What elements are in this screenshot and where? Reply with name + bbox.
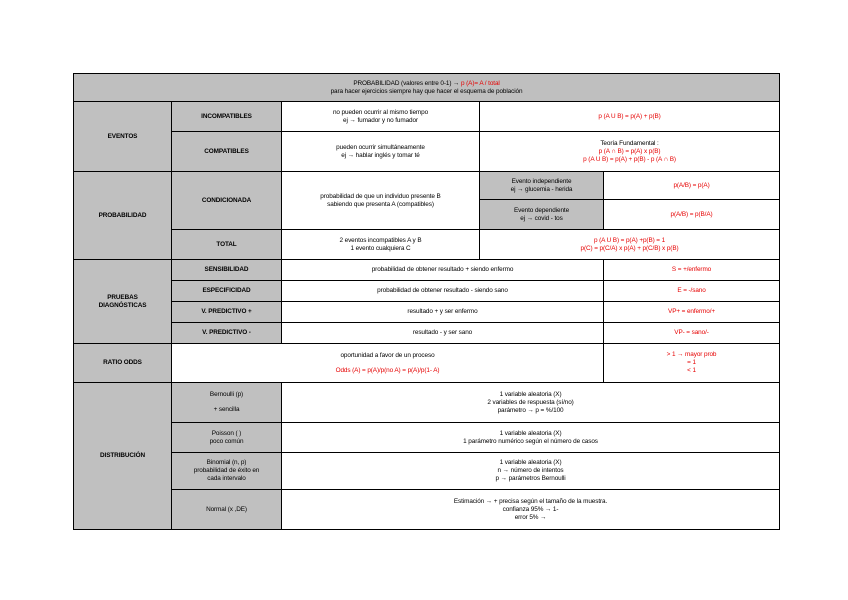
desc-line: sabiendo que presenta A (compatibles) bbox=[327, 200, 434, 208]
theorem-label: Teoría Fundamental : bbox=[600, 139, 659, 147]
desc-independiente bbox=[480, 172, 604, 200]
label-bernoulli bbox=[172, 383, 282, 423]
category-eventos: EVENTOS bbox=[74, 102, 172, 172]
label-binomial bbox=[172, 453, 282, 490]
label-total: TOTAL bbox=[172, 230, 282, 260]
label-line: probabilidad de éxito en bbox=[193, 467, 260, 474]
label-poisson bbox=[172, 423, 282, 453]
formula-especificidad: E = -/sano bbox=[604, 281, 780, 302]
desc-dependiente bbox=[480, 200, 604, 230]
formula-line: p(C) = p(C/A) x p(A) + p(C/B) x p(B) bbox=[580, 244, 679, 252]
desc-line: Evento dependiente bbox=[513, 206, 570, 214]
desc-incompatibles bbox=[282, 102, 480, 132]
header-title: PROBABILIDAD (valores entre 0-1) → bbox=[353, 79, 460, 87]
probability-summary-table bbox=[73, 73, 780, 530]
desc-ratio-odds bbox=[172, 344, 604, 383]
formula-line: p (A U B) = p(A) + p(B) - p (A ∩ B) bbox=[583, 155, 676, 163]
desc-compatibles bbox=[282, 132, 480, 172]
formula-sensibilidad: S = +/enfermo bbox=[604, 260, 780, 281]
desc-line: error 5% → bbox=[514, 513, 547, 521]
category-distribucion: DISTRIBUCIÓN bbox=[74, 383, 172, 530]
formula-total bbox=[480, 230, 780, 260]
desc-line: parámetro → p = %/100 bbox=[497, 406, 564, 414]
label-condicionada: CONDICIONADA bbox=[172, 172, 282, 230]
result-line: > 1 → mayor prob bbox=[666, 351, 717, 358]
result-ratio-odds bbox=[604, 344, 780, 383]
desc-line: 1 variable aleatoria (X) bbox=[499, 390, 562, 398]
header-title-line bbox=[77, 80, 776, 88]
header-formula: p (A)= A / total bbox=[461, 79, 500, 87]
desc-especificidad: probabilidad de obtener resultado - siendo sano bbox=[282, 281, 604, 302]
desc-line: pueden ocurrir simultáneamente bbox=[336, 143, 425, 151]
desc-line: confianza 95% → 1- bbox=[502, 505, 559, 513]
label-line: cada intervalo bbox=[207, 475, 246, 482]
desc-line: ej → hablar inglés y tomar té bbox=[341, 151, 420, 159]
label-normal: Normal (x ,DE) bbox=[172, 490, 282, 530]
desc-line: Evento independiente bbox=[511, 177, 572, 185]
desc-line: 1 evento cualquiera C bbox=[350, 244, 411, 252]
label-line: + sencilla bbox=[213, 406, 240, 413]
desc-condicionada bbox=[282, 172, 480, 230]
ratio-desc: oportunidad a favor de un proceso bbox=[340, 351, 435, 359]
desc-bernoulli bbox=[282, 383, 780, 423]
formula-independiente: p(A/B) = p(A) bbox=[604, 172, 780, 200]
spacer bbox=[175, 360, 600, 367]
category-ratio-odds: RATIO ODDS bbox=[74, 344, 172, 383]
formula-vp-positivo: VP+ = enfermo/+ bbox=[604, 302, 780, 323]
desc-line: p → parámetros Bernoulli bbox=[495, 475, 566, 482]
label-incompatibles: INCOMPATIBLES bbox=[172, 102, 282, 132]
table-header bbox=[74, 74, 780, 102]
desc-line: Estimación → + precisa según el tamaño de la muestra. bbox=[453, 497, 608, 505]
desc-line: 1 parámetro numérico según el número de casos bbox=[463, 437, 598, 445]
label-especificidad: ESPECIFICIDAD bbox=[172, 281, 282, 302]
formula-compatibles bbox=[480, 132, 780, 172]
desc-line: probabilidad de que un individuo presente B bbox=[320, 192, 441, 200]
result-line: < 1 bbox=[687, 367, 696, 374]
ratio-formula: Odds (A) = p(A)/p(no A) = p(A)/p(1- A) bbox=[335, 366, 440, 374]
label-line: Binomial (n, p) bbox=[206, 459, 247, 466]
label-line: Bernoulli (p) bbox=[209, 391, 244, 398]
category-line: PRUEBAS bbox=[107, 293, 138, 301]
desc-line: n → número de intentos bbox=[497, 467, 564, 474]
label-vp-negativo: V. PREDICTIVO - bbox=[172, 323, 282, 344]
desc-vp-positivo: resultado + y ser enfermo bbox=[282, 302, 604, 323]
desc-normal bbox=[282, 490, 780, 530]
desc-line: 1 variable aleatoria (X) bbox=[499, 429, 562, 437]
desc-vp-negativo: resultado - y ser sano bbox=[282, 323, 604, 344]
desc-line: 2 eventos incompatibles A y B bbox=[339, 236, 422, 244]
label-line: Poisson ( ) bbox=[211, 429, 242, 437]
desc-line: ej → glucemia - herida bbox=[510, 185, 573, 193]
spacer bbox=[175, 399, 278, 406]
result-line: = 1 bbox=[687, 359, 696, 366]
desc-line: ej → covid - tos bbox=[520, 214, 563, 222]
label-line: poco común bbox=[209, 437, 244, 445]
desc-total bbox=[282, 230, 480, 260]
category-line: DIAGNÓSTICAS bbox=[98, 301, 147, 309]
label-compatibles: COMPATIBLES bbox=[172, 132, 282, 172]
formula-line: p (A ∩ B) = p(A) x p(B) bbox=[598, 147, 661, 155]
desc-line: 1 variable aleatoria (X) bbox=[499, 459, 562, 466]
label-sensibilidad: SENSIBILIDAD bbox=[172, 260, 282, 281]
formula-vp-negativo: VP- = sano/- bbox=[604, 323, 780, 344]
label-vp-positivo: V. PREDICTIVO + bbox=[172, 302, 282, 323]
formula-incompatibles: p (A U B) = p(A) + p(B) bbox=[480, 102, 780, 132]
desc-line: ej → fumador y no fumador bbox=[343, 116, 418, 124]
desc-binomial bbox=[282, 453, 780, 490]
formula-dependiente: p(A/B) = p(B/A) bbox=[604, 200, 780, 230]
desc-line: 2 variables de respuesta (sí/no) bbox=[487, 398, 574, 406]
desc-poisson bbox=[282, 423, 780, 453]
formula-line: p (A U B) = p(A) +p(B) = 1 bbox=[593, 236, 666, 244]
desc-line: no pueden ocurrir al mismo tiempo bbox=[332, 108, 429, 116]
desc-sensibilidad: probabilidad de obtener resultado + siendo enfermo bbox=[282, 260, 604, 281]
category-probabilidad: PROBABILIDAD bbox=[74, 172, 172, 260]
category-pruebas bbox=[74, 260, 172, 344]
header-subtitle: para hacer ejercicios siempre hay que hacer el esquema de población bbox=[330, 87, 523, 95]
